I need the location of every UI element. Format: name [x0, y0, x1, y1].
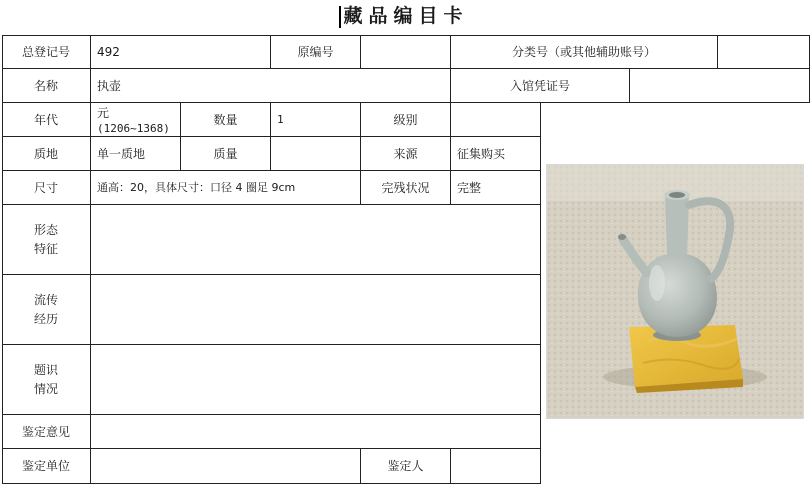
unit-value[interactable] [91, 449, 361, 484]
form-value[interactable] [91, 205, 541, 275]
material-value[interactable]: 单一质地 [91, 137, 181, 171]
era-value-line1: 元 [97, 106, 110, 120]
condition-label: 完残状况 [361, 171, 451, 205]
source-value[interactable]: 征集购买 [451, 137, 541, 171]
history-value[interactable] [91, 275, 541, 345]
material-label: 质地 [2, 137, 91, 171]
era-value-line2: (1206~1368) [97, 122, 170, 135]
inscription-value[interactable] [91, 345, 541, 415]
catalog-card-table [2, 35, 810, 484]
appraiser-value[interactable] [451, 449, 541, 484]
unit-label: 鉴定单位 [2, 449, 91, 484]
history-label-line2: 经历 [33, 311, 58, 326]
form-label-line2: 特征 [33, 241, 58, 256]
inscription-label-line1: 题识 [33, 362, 58, 377]
orig-no-value[interactable] [361, 35, 451, 69]
photo-area [541, 104, 810, 484]
ewer-photo-image [547, 165, 803, 418]
era-label: 年代 [2, 103, 91, 137]
orig-no-label: 原编号 [271, 35, 361, 69]
qty-value[interactable]: 1 [271, 103, 361, 137]
voucher-value[interactable] [630, 69, 810, 103]
history-label [2, 275, 91, 345]
inscription-label [2, 345, 91, 415]
size-label: 尺寸 [2, 171, 91, 205]
size-value[interactable]: 通高：20，具体尺寸：口径 4 圈足 9cm [91, 171, 361, 205]
era-value[interactable] [91, 103, 181, 137]
form-label-line1: 形态 [33, 222, 58, 237]
voucher-label: 入馆凭证号 [451, 69, 630, 103]
qty-label: 数量 [181, 103, 271, 137]
condition-value[interactable]: 完整 [451, 171, 541, 205]
class-no-value[interactable] [718, 35, 810, 69]
form-label [2, 205, 91, 275]
opinion-label: 鉴定意见 [2, 415, 91, 449]
reg-no-value[interactable]: 492 [91, 35, 271, 69]
opinion-value[interactable] [91, 415, 541, 449]
name-value[interactable]: 执壶 [91, 69, 451, 103]
class-no-label: 分类号（或其他辅助账号） [451, 35, 718, 69]
weight-value[interactable] [271, 137, 361, 171]
reg-no-label: 总登记号 [2, 35, 91, 69]
name-label: 名称 [2, 69, 91, 103]
ewer-photo[interactable] [546, 164, 804, 419]
weight-label: 质量 [181, 137, 271, 171]
inscription-label-line2: 情况 [33, 381, 58, 396]
appraiser-label: 鉴定人 [361, 449, 451, 484]
grade-label: 级别 [361, 103, 451, 137]
text-cursor [339, 6, 341, 28]
history-label-line1: 流传 [33, 292, 58, 307]
grade-value[interactable] [451, 103, 541, 137]
card-title: 藏品编目卡 [343, 5, 469, 27]
source-label: 来源 [361, 137, 451, 171]
